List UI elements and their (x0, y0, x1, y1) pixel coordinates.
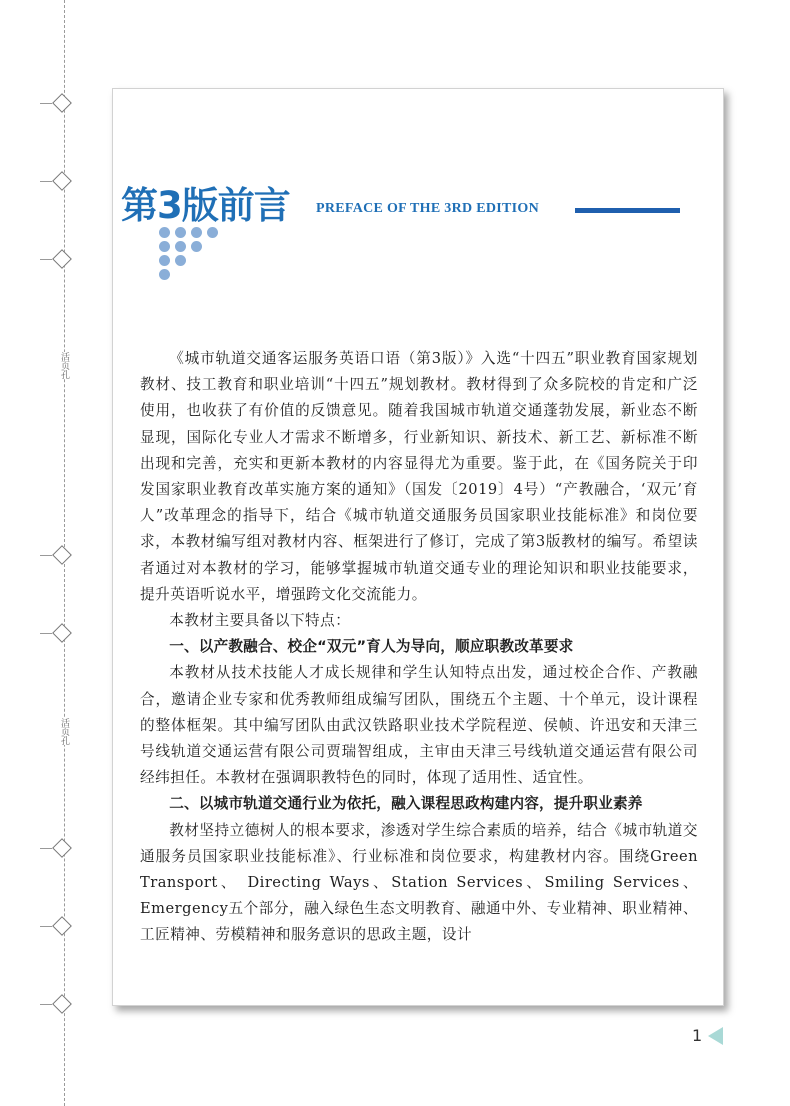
dot (175, 255, 186, 266)
binding-tick (40, 555, 52, 556)
dot (191, 241, 202, 252)
dot (159, 227, 170, 238)
binding-tick (40, 926, 52, 927)
binding-ring-icon (52, 249, 72, 269)
dot (175, 241, 186, 252)
preface-title-en: PREFACE OF THE 3RD EDITION (316, 201, 540, 216)
section-heading: 二、以城市轨道交通行业为依托，融入课程思政构建内容，提升职业素养 (169, 795, 643, 813)
binding-ring-icon (52, 171, 72, 191)
binding-ring-icon (52, 545, 72, 565)
dot (159, 255, 170, 266)
page-arrow-icon (708, 1027, 723, 1045)
binding-ring-icon (52, 994, 72, 1014)
binding-ring-icon (52, 623, 72, 643)
dot (207, 227, 218, 238)
binding-hole-label: 活页孔 (59, 352, 69, 379)
binding-ring-icon (52, 93, 72, 113)
heading-accent-bar (575, 208, 680, 213)
page-number: 1 (692, 1026, 703, 1045)
paragraph: 本教材主要具备以下特点： (169, 612, 351, 630)
dot (159, 241, 170, 252)
dot (159, 269, 170, 280)
decorative-dots (159, 227, 239, 297)
dot (175, 227, 186, 238)
binding-tick (40, 848, 52, 849)
paragraph: 本教材从技术技能人才成长规律和学生认知特点出发，通过校企合作、产教融合，邀请企业专家和优秀教师组成编写团队，围绕五个主题、十个单元，设计课程的整体框架。其中编写团队由武汉铁路职业技术学院程逆、侯帧、许迅安和天津三号线轨道交通运营有限公司贾瑞智组成，主审由天津三号线轨道交通运营有限公司经纬担任。本教材在强调职教特色的同时，体现了适用性、适宜性。 (140, 664, 698, 787)
binding-ring-icon (52, 838, 72, 858)
binding-tick (40, 1004, 52, 1005)
binding-tick (40, 259, 52, 260)
paragraph: 《城市轨道交通客运服务英语口语（第3版）》入选“十四五”职业教育国家规划教材、技工教育和职业培训“十四五”规划教材。教材得到了众多院校的肯定和广泛使用，也收获了有价值的反馈意见。随着我国城市轨道交通蓬勃发展，新业态不断显现，国际化专业人才需求不断增多，行业新知识、新技术、新工艺、新标准不断出现和完善，充实和更新本教材的内容显得尤为重要。鉴于此，在《国务院关于印发国家职业教育改革实施方案的通知》（国发〔2019〕4号）“产教融合，‘双元’育人”改革理念的指导下，结合《城市轨道交通服务员国家职业技能标准》和岗位要求，本教材编写组对教材内容、框架进行了修订，完成了第3版教材的编写。希望读者通过对本教材的学习，能够掌握城市轨道交通专业的理论知识和职业技能要求，提升英语听说水平，增强跨文化交流能力。 (140, 350, 698, 603)
binding-hole-label: 活页孔 (59, 718, 69, 745)
section-heading: 一、以产教融合、校企“双元”育人为导向，顺应职教改革要求 (169, 638, 574, 656)
dot (191, 227, 202, 238)
binding-tick (40, 181, 52, 182)
page-card (112, 88, 724, 1006)
binding-ring-icon (52, 916, 72, 936)
preface-body (140, 346, 698, 949)
preface-title: 第3版前言 (121, 184, 290, 227)
binding-tick (40, 103, 52, 104)
binding-margin (0, 0, 110, 1106)
paragraph: 教材坚持立德树人的根本要求，渗透对学生综合素质的培养，结合《城市轨道交通服务员国家职业技能标准》、行业标准和岗位要求，构建教材内容。围绕Green Transport、 Directing Ways、Station Services、Smiling Services、Emergency五个部分，融入绿色生态文明教育、融通中外、专业精神、职业精神、工匠精神、劳模精神和服务意识的思政主题，设计 (140, 821, 698, 944)
binding-tick (40, 633, 52, 634)
